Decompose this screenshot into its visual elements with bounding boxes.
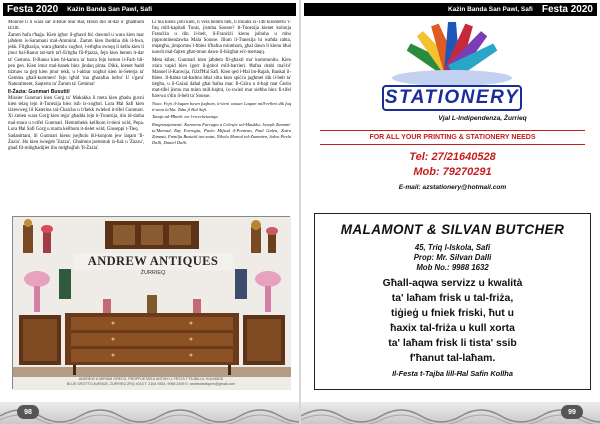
article-paragraph: Li ma kienx jafu kien, li vera hemm beh, li tmiaba ix-140 kilometru 'l-fuq mill-kapitali Tunis, jismha Sousse? It-Tunezija kienet kolonja Franċiża u din il-belt, il-Franċiżi kienu jsibuha u mhu jipprominenżawha Mala Sousse. Illum il-Tunezija hi waħda rabta, mqatgħa, jimportaw l-ħbies b'ħafna minnhom, għal dawn li kienu bħal nawdi mal-fajten għat-tmun dawn il-biżgħat eċċ-mertaqq. <box>152 20 291 56</box>
article-paragraph: Meta kiber, Gunmari kien jaħdem fil-għaxtl ma' kommonitu. Kien xtara vapid biex igorr il-ġobol mill-barrieri. Ħafna drabi mal-bi' Manuel il-Kanwija, l'iżżf'Ħal Safi. Kien qed l-Ħal bn-Rajab, Bankal il-ħbies. Il-ħabta tal-ħadma bħal sitta kien spiċċa jagħmel dik il-belt ta' tiegħu, u il-Gażaż daħal għal ħafna mar. Il-Gżira u d-ħajt mat Ġeżin mat-tifel jismu ma minn mill-bajtra, ix-xwież mar sieħba biex fi-tifel ħawwa s'din il-belt ta' Sousse. <box>152 57 291 100</box>
pencils-illustration <box>314 20 591 90</box>
antiques-footer <box>13 377 289 387</box>
right-footer-band <box>301 402 600 424</box>
right-header-subtitle: Każin Banda San Pawl, Safi <box>447 6 533 13</box>
stationery-advert <box>314 20 591 208</box>
article-paragraph: Sadanittant, lil Gunmari kienu jsejħulu bil-kunjom jew laqam 'Il-Żazia'. Hu kien iwieġeb 'Zazzu', Għalmnn jsemmuh ix-ħaż u 'Żazzu', ghad fil-mibgħadijiet lilu mdgħajfuh 'Il-Żazia'. <box>8 133 144 151</box>
butcher-title: MALAMONT & SILVAN BUTCHER <box>340 222 565 237</box>
right-header-bar <box>304 3 597 16</box>
stationery-mob: Mob: 79270291 <box>413 166 492 178</box>
stationery-email: E-mail: azstationery@hotmail.com <box>398 184 507 191</box>
article-paragraph: Żamm ħafa t'ħaġa. Kien igħor il-għaxtl ħiċ dawmd u wara kien mar jaħdem is-Saramani mal-Ammiral. Żamm kien lbotkha dik il-ħwa, jekk. Filgħaxija, wara għamlu xogħol, l-erbgħa swoqq li kellu kien li jmur ħal-Banur tat-tarb ta'l-Erbgħa fil-Pjazza, fejn kien hemm it-dar ta' Gemma. Il-Banur kien ħl-kamra ta' barra fejn hemm il-Farb bil-pen ġen. Kien imur mal-banek biex jindaq pinta. Dikk, kienet ħadd tiżmaw ta ġejt kien jmur tekk, u l-akbar xogħol kien in-Seterja ta' Gemma għall-kummerċ fejn igħid 'ma għarafna lurbu' U s'gara' Naturalment, Saqtertu ta' Żamm ta' Gemma! <box>8 33 144 87</box>
butcher-slogan-line: ta' laħam frisk u tal-friża, <box>391 293 514 304</box>
article-paragraph: Monroe li li wara sar il-Blue Star Bar, Hbon din id-dar u' għadhom ta'ziti. <box>8 20 144 32</box>
article-subheading: Il-Żazia: Gunmari Busuttil <box>8 89 70 96</box>
butcher-proprietor: Prop: Mr. Silvan Dalli <box>413 253 492 262</box>
antiques-photo <box>13 217 291 390</box>
page-number: 98 <box>17 405 39 419</box>
stationery-tagline: FOR ALL YOUR PRINTING & STATIONERY NEEDS <box>320 130 585 145</box>
butcher-slogan <box>315 276 590 366</box>
butcher-advert <box>314 213 591 390</box>
left-header-fest: Festa 2020 <box>7 4 59 15</box>
butcher-address: 45, Triq l-Iskola, Safi <box>414 243 491 252</box>
andrew-antiques-advert <box>12 216 290 389</box>
page-number: 99 <box>561 405 583 419</box>
article-acknowledgements: Ringrazzjamenti: Karmenu Farrugia u Celesjte tal-Maukku, Joseph Zammit-ta'Marsad, Ray Farrugia, Paolo Mifsud il-Pontean, Paul Galea, Zaira Zammit, Familja Busuttil tax-xatat, Nikola Montul tal-Zummien, Salvu Pavla Dalli, Daniel Dalli. <box>152 121 291 145</box>
antiques-title: ANDREW ANTIQUES <box>73 253 233 270</box>
stationery-tel: Tel: 27/21640528 <box>409 151 496 163</box>
article-note: Nota: Fejn il-laqam hawn fuqhom, it-tieni wasset Laqam mill-erħmi dik fuq it-tieni la'ħla. Tabu fi Hal Safi. <box>152 101 291 113</box>
butcher-slogan-line: tiġieġ u fniek friski, ħut u <box>391 308 514 319</box>
antiques-footer-line-2: BLUE GROTTO AVENUE, ŻURRIEQ ŻRQ 4015 T: 2164 0554, 9956 2499 E: andrewantiques@gmail.com <box>66 382 236 387</box>
antiques-footer-line-1: ANDREW U MIRIAM GRECH, PROPRJETARJI ANTIKKI L FESTA T'TAJBA LIL KULĦADD <box>78 377 224 382</box>
butcher-slogan-line: ta' laħam frisk li tista' ssib <box>388 338 517 349</box>
stationery-address: Vjal L-Indipendenza, Żurrieq <box>438 115 527 122</box>
left-footer-band <box>0 402 299 424</box>
left-page <box>0 0 299 424</box>
article-note: Tanqit tal-Ħbieb: mr l-ricerketaniqa. <box>152 114 219 120</box>
article-column-1 <box>8 20 144 210</box>
ornament-swirls <box>301 402 600 424</box>
right-header-fest: Festa 2020 <box>541 4 593 15</box>
butcher-slogan-line: f'ħanut tal-laħam. <box>409 353 496 364</box>
article-column-2 <box>152 20 291 210</box>
stationery-logo: STATIONERY <box>382 85 522 111</box>
butcher-mobile: Mob No.: 9988 1632 <box>416 263 489 272</box>
left-header-bar <box>3 3 296 16</box>
right-page <box>301 0 600 424</box>
left-header-subtitle: Każin Banda San Pawl, Safi <box>67 6 153 13</box>
butcher-slogan-line: ħaxix tal-friża u kull xorta <box>390 323 515 334</box>
antiques-town: ŻURRIEQ <box>140 270 166 276</box>
article-paragraph: Missier Gunmari kien Gorġ ta' Makakka li meta kien għadu ġuvni kien telaq lejn it-Tunezija biex isib ix-xogħol. Lura Ħal Safi kien iżżewweġ lil Katerina tal-Ċhaicha u b'hekk twieled it-tifel Gunmari. Xi zmien wara Gorġ kien reġa' għadda lejn it-Tunezija, din id-darba mal-mara u t-tifel Gunmari. Hemmhekk kellhom it-tieni wild, Pepa. Lura Ħal Safi Gorġ u marta kellhom it-tielet wild, Giuseppi t-Tieq. <box>8 96 144 132</box>
butcher-footer: Il-Festa t-Tajba lill-Ħal Safin Kollha <box>392 369 513 378</box>
butcher-slogan-line: Għall-aqwa servizz u kwalità <box>382 278 523 289</box>
ornament-swirls <box>0 402 299 424</box>
